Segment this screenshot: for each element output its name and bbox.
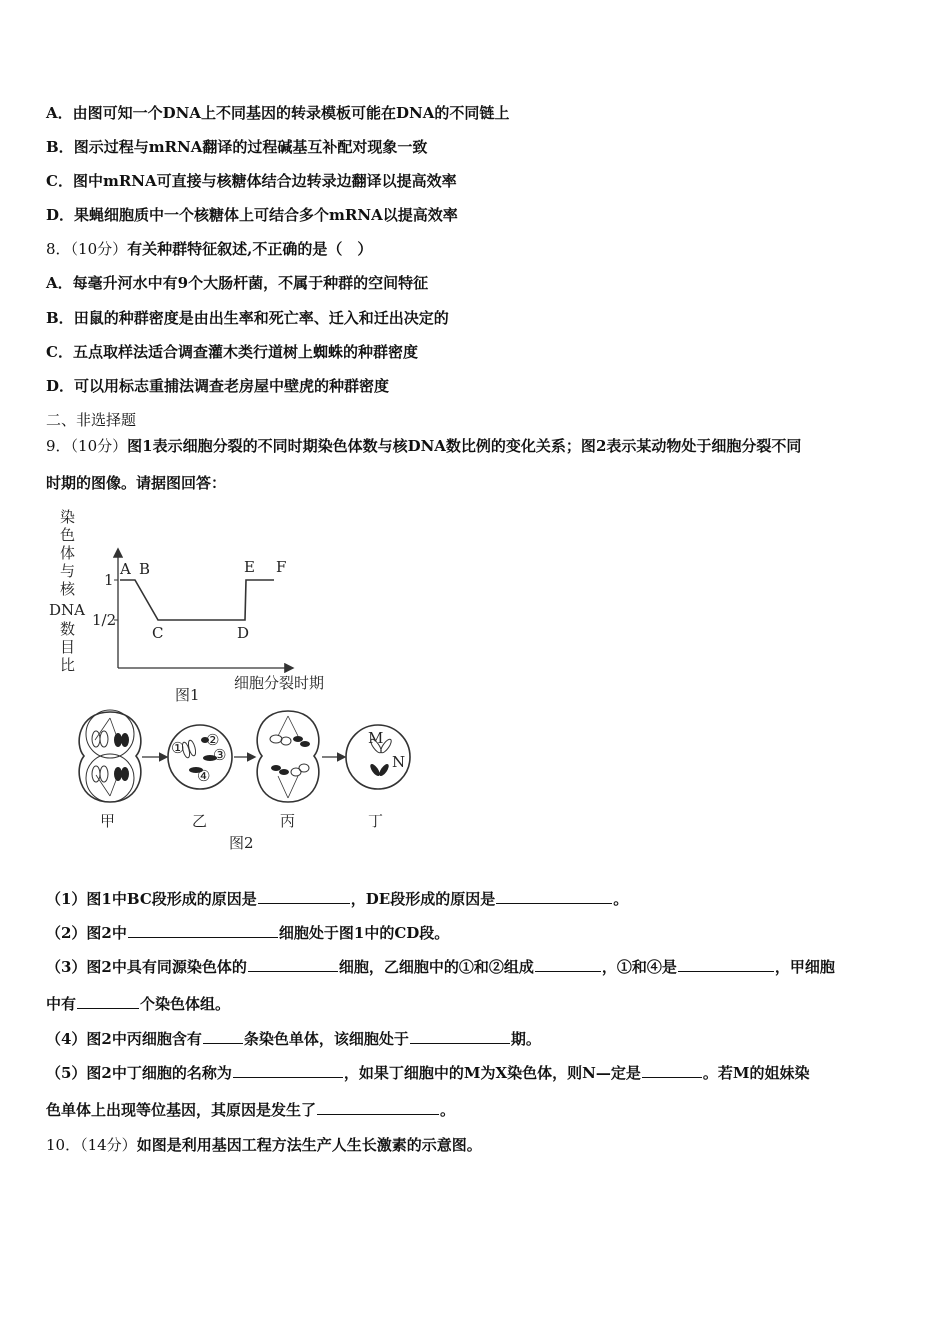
y-label-char: 目 [60, 638, 76, 656]
option-text: 图中mRNA可直接与核糖体结合边转录边翻译以提高效率 [72, 172, 457, 190]
point-label-c: C [152, 624, 164, 642]
question-stem: 有关种群特征叙述,不正确的是（ ） [127, 240, 373, 258]
option-letter: D． [46, 206, 75, 224]
chromosome-m-label: M [368, 729, 384, 747]
y-label-char: 体 [60, 544, 76, 562]
answer-blank[interactable] [410, 1029, 510, 1044]
option-text: 每毫升河水中有9个大肠杆菌，不属于种群的空间特征 [72, 274, 429, 292]
answer-blank[interactable] [248, 957, 338, 972]
option-text: 可以用标志重捕法调查老房屋中壁虎的种群密度 [74, 377, 390, 395]
chromosome-n-label: N [392, 753, 406, 771]
figure1-chart [49, 508, 324, 704]
q9-sub2 [46, 922, 449, 943]
sub5b-text-b: 。 [440, 1101, 456, 1119]
question-score: （10分） [70, 437, 128, 455]
figure2-caption: 图2 [229, 834, 254, 852]
q9-sub3 [46, 956, 835, 977]
cell-label-yi: 乙 [192, 812, 208, 830]
option-letter: C． [46, 172, 73, 190]
cell-yi [168, 725, 232, 789]
point-label-a: A [120, 560, 131, 578]
y-tick-label: 1 [104, 571, 114, 589]
option-letter: C． [46, 343, 73, 361]
y-tick-label: 1/2 [92, 611, 117, 629]
marker-2: ② [206, 731, 220, 749]
cell-label-bing: 丙 [280, 812, 296, 830]
sub2-text-b: 细胞处于图1中的CD段。 [278, 924, 450, 942]
y-label-char: 色 [60, 526, 76, 544]
option-text: 田鼠的种群密度是由出生率和死亡率、迁入和迁出决定的 [73, 309, 449, 327]
question-number: 10． [46, 1136, 81, 1154]
answer-blank[interactable] [317, 1100, 439, 1115]
answer-blank[interactable] [496, 889, 612, 904]
marker-4: ④ [197, 767, 211, 785]
option-letter: A． [46, 274, 73, 292]
sub5b-text-a: 色单体上出现等位基因，其原因是发生了 [46, 1101, 317, 1119]
sub5-text-b: ，如果丁细胞中的M为X染色体，则N—定是 [343, 1064, 641, 1082]
sub3-text-b: 细胞，乙细胞中的①和②组成 [338, 958, 534, 976]
sub3b-text-b: 个染色体组。 [140, 995, 231, 1013]
option-text: 图示过程与mRNA翻译的过程碱基互补配对现象一致 [73, 138, 428, 156]
q10-stem [46, 1134, 482, 1155]
sub4-text-c: 期。 [510, 1030, 541, 1048]
answer-blank[interactable] [535, 957, 601, 972]
sub1-text-a: （1）图1中BC段形成的原因是 [46, 890, 257, 908]
sub3-text-d: ，甲细胞 [774, 958, 835, 976]
question-stem: 图1表示细胞分裂的不同时期染色体数与核DNA数比例的变化关系；图2表示某动物处于细胞分裂不同 [127, 437, 802, 455]
option-letter: A． [46, 104, 73, 122]
option-letter: B． [46, 138, 74, 156]
question-score: （14分） [80, 1136, 137, 1154]
cell-label-jia: 甲 [100, 812, 116, 830]
cell-bing [257, 711, 319, 802]
y-label-char: 与 [60, 562, 76, 580]
answer-blank[interactable] [233, 1063, 343, 1078]
sub4-text-b: 条染色单体，该细胞处于 [243, 1030, 409, 1048]
figure2-cells [79, 710, 410, 852]
sub3-text-c: ，①和④是 [601, 958, 677, 976]
sub1-text-c: 。 [613, 890, 629, 908]
q9-sub5 [46, 1062, 809, 1083]
y-label-char: 数 [60, 620, 76, 638]
q9-sub3-cont [46, 993, 230, 1014]
answer-blank[interactable] [77, 994, 139, 1009]
sub3-text-a: （3）图2中具有同源染色体的 [46, 958, 247, 976]
sub4-text-a: （4）图2中丙细胞含有 [46, 1030, 202, 1048]
option-text: 果蝇细胞质中一个核糖体上可结合多个mRNA以提高效率 [74, 206, 458, 224]
sub2-text-a: （2）图2中 [46, 924, 127, 942]
x-axis-label: 细胞分裂时期 [234, 674, 325, 692]
q9-sub1 [46, 888, 628, 909]
answer-blank[interactable] [128, 923, 278, 938]
y-label-char: 比 [60, 656, 76, 674]
option-letter: B． [46, 309, 74, 327]
answer-blank[interactable] [203, 1029, 243, 1044]
point-label-f: F [276, 558, 287, 576]
sub5-text-c: 。若M的姐妹染 [702, 1064, 810, 1082]
marker-1: ① [171, 739, 185, 757]
sub5-text-a: （5）图2中丁细胞的名称为 [46, 1064, 232, 1082]
question-stem: 如图是利用基因工程方法生产人生长激素的示意图。 [136, 1136, 482, 1154]
option-text: 由图可知一个DNA上不同基因的转录模板可能在DNA的不同链上 [72, 104, 510, 122]
option-letter: D． [46, 377, 75, 395]
answer-blank[interactable] [258, 889, 350, 904]
y-label-char: 染 [60, 508, 76, 526]
q9-sub5-cont [46, 1099, 455, 1120]
y-label-char: DNA [49, 601, 85, 619]
cell-label-ding: 丁 [368, 812, 384, 830]
marker-3: ③ [213, 746, 227, 764]
cell-ding [346, 725, 410, 789]
q9-sub4 [46, 1028, 541, 1049]
ratio-line [120, 580, 274, 620]
point-label-b: B [139, 560, 151, 578]
option-text: 五点取样法适合调查灌木类行道树上蜘蛛的种群密度 [72, 343, 418, 361]
question-number: 9． [46, 437, 71, 455]
cell-jia [79, 710, 141, 802]
point-labels [119, 558, 286, 642]
y-ticks [92, 571, 118, 629]
point-label-e: E [244, 558, 255, 576]
y-axis-label [49, 508, 85, 674]
question-stem-cont: 时期的图像。请据图回答： [46, 474, 227, 492]
question-number: 8． [46, 240, 71, 258]
answer-blank[interactable] [642, 1063, 702, 1078]
figure1-caption: 图1 [175, 686, 200, 704]
sub1-text-b: ，DE段形成的原因是 [350, 890, 496, 908]
question-score: （10分） [70, 240, 128, 258]
answer-blank[interactable] [678, 957, 774, 972]
point-label-d: D [237, 624, 250, 642]
section-title-text: 二、非选择题 [46, 411, 137, 429]
y-label-char: 核 [60, 580, 76, 598]
sub3b-text-a: 中有 [46, 995, 77, 1013]
